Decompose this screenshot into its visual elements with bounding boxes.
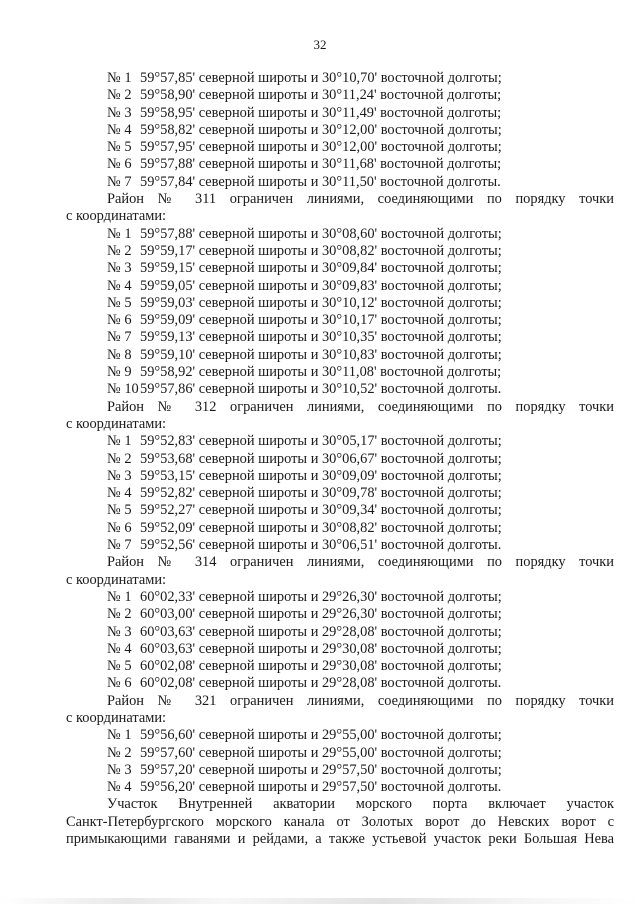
coordinate-text: 59°57,84' северной широты и 30°11,50' восточной долготы.	[140, 173, 501, 190]
coordinate-line	[66, 727, 614, 744]
point-number: № 6	[107, 519, 132, 536]
point-number: № 7	[107, 329, 132, 346]
coordinate-text: 60°02,33' северной широты и 29°26,30' восточной долготы;	[140, 588, 502, 605]
coordinate-line	[66, 226, 614, 243]
coordinate-line	[66, 122, 614, 139]
coordinate-line	[66, 260, 614, 277]
point-number: № 9	[107, 364, 132, 381]
document-body	[66, 70, 614, 848]
coordinate-text: 59°56,20' северной широты и 29°57,50' восточной долготы.	[140, 779, 502, 796]
coordinate-line	[66, 364, 614, 381]
point-number: № 1	[107, 225, 132, 242]
district-heading-continuation: с координатами:	[66, 208, 167, 225]
point-number: № 3	[107, 260, 132, 277]
point-number: № 1	[107, 70, 132, 86]
coordinate-text: 59°59,09' северной широты и 30°10,17' восточной долготы;	[140, 312, 502, 329]
coordinate-text: 60°03,63' северной широты и 29°30,08' восточной долготы;	[140, 640, 502, 657]
coordinate-text: 59°52,83' северной широты и 30°05,17' восточной долготы;	[140, 433, 502, 450]
coordinate-text: 60°02,08' северной широты и 29°30,08' восточной долготы;	[140, 658, 502, 675]
coordinate-line	[66, 174, 614, 191]
scan-edge	[0, 898, 640, 904]
point-number: № 3	[107, 623, 132, 640]
point-number: № 1	[107, 727, 132, 744]
point-number: № 2	[107, 744, 132, 761]
coordinate-text: 59°59,05' северной широты и 30°09,83' восточной долготы;	[140, 277, 502, 294]
point-number: № 4	[107, 640, 132, 657]
coordinate-line	[66, 675, 614, 692]
coordinate-text: 59°57,88' северной широты и 30°08,60' восточной долготы;	[140, 225, 502, 242]
coordinate-line	[66, 381, 614, 398]
point-number: № 4	[107, 779, 132, 796]
coordinate-line	[66, 641, 614, 658]
district-heading: Район № 314 ограничен линиями, соединяющими по порядку точки	[107, 554, 614, 571]
point-number: № 6	[107, 156, 132, 173]
district-heading-continuation: с координатами:	[66, 415, 167, 432]
coordinate-line	[66, 485, 614, 502]
point-number: № 8	[107, 346, 132, 363]
coordinate-text: 60°03,00' северной широты и 29°26,30' восточной долготы;	[140, 606, 502, 623]
coordinate-line	[66, 278, 614, 295]
paragraph-line: Санкт-Петербургского морского канала от Золотых ворот до Невских ворот с	[66, 813, 614, 830]
coordinate-text: 59°57,20' северной широты и 29°57,50' восточной долготы;	[140, 761, 502, 778]
coordinate-line	[66, 156, 614, 173]
coordinate-text: 59°53,68' северной широты и 30°06,67' восточной долготы;	[140, 450, 502, 467]
coordinate-text: 59°58,90' северной широты и 30°11,24' восточной долготы;	[140, 87, 502, 104]
point-number: № 3	[107, 761, 132, 778]
coordinate-line	[66, 329, 614, 346]
coordinate-text: 59°57,60' северной широты и 29°55,00' восточной долготы;	[140, 744, 502, 761]
coordinate-line	[66, 468, 614, 485]
point-number: № 2	[107, 87, 132, 104]
coordinate-line	[66, 537, 614, 554]
coordinate-text: 59°59,10' северной широты и 30°10,83' восточной долготы;	[140, 346, 502, 363]
coordinate-text: 59°52,82' северной широты и 30°09,78' восточной долготы;	[140, 485, 502, 502]
coordinate-line	[66, 347, 614, 364]
coordinate-line	[66, 70, 614, 87]
point-number: № 5	[107, 658, 132, 675]
point-number: № 3	[107, 104, 132, 121]
coordinate-text: 59°57,95' северной широты и 30°12,00' восточной долготы;	[140, 139, 502, 156]
coordinate-line	[66, 433, 614, 450]
point-number: № 7	[107, 173, 132, 190]
coordinate-text: 59°58,95' северной широты и 30°11,49' восточной долготы;	[140, 104, 502, 121]
point-number: № 1	[107, 433, 132, 450]
point-number: № 5	[107, 294, 132, 311]
district-heading: Район № 311 ограничен линиями, соединяющими по порядку точки	[107, 191, 614, 208]
coordinate-text: 59°53,15' северной широты и 30°09,09' восточной долготы;	[140, 467, 502, 484]
coordinate-line	[66, 624, 614, 641]
point-number: № 4	[107, 277, 132, 294]
district-heading-continuation: с координатами:	[66, 709, 167, 726]
coordinate-text: 59°58,92' северной широты и 30°11,08' восточной долготы;	[140, 364, 502, 381]
point-number: № 10	[107, 381, 139, 398]
point-number: № 3	[107, 467, 132, 484]
coordinate-text: 59°57,85' северной широты и 30°10,70' восточной долготы;	[140, 70, 502, 86]
coordinate-line	[66, 745, 614, 762]
point-number: № 2	[107, 450, 132, 467]
coordinate-line	[66, 312, 614, 329]
coordinate-line	[66, 658, 614, 675]
coordinate-text: 59°59,15' северной широты и 30°09,84' восточной долготы;	[140, 260, 502, 277]
paragraph-line: примыкающими гаванями и рейдами, а также устьевой участок реки Большая Нева	[66, 831, 614, 848]
coordinate-text: 59°59,03' северной широты и 30°10,12' восточной долготы;	[140, 294, 502, 311]
coordinate-text: 59°52,09' северной широты и 30°08,82' восточной долготы;	[140, 519, 502, 536]
coordinate-line	[66, 589, 614, 606]
point-number: № 2	[107, 606, 132, 623]
coordinate-text: 59°52,56' северной широты и 30°06,51' восточной долготы.	[140, 537, 502, 554]
coordinate-line	[66, 139, 614, 156]
point-number: № 4	[107, 121, 132, 138]
district-heading: Район № 312 ограничен линиями, соединяющими по порядку точки	[107, 398, 614, 415]
coordinate-text: 59°56,60' северной широты и 29°55,00' восточной долготы;	[140, 727, 502, 744]
coordinate-text: 59°57,86' северной широты и 30°10,52' восточной долготы.	[140, 381, 502, 398]
coordinate-line	[66, 295, 614, 312]
district-heading: Район № 321 ограничен линиями, соединяющими по порядку точки	[107, 692, 614, 709]
point-number: № 1	[107, 588, 132, 605]
page-number: 32	[313, 37, 327, 52]
coordinate-line	[66, 762, 614, 779]
point-number: № 4	[107, 485, 132, 502]
coordinate-text: 60°03,63' северной широты и 29°28,08' восточной долготы;	[140, 623, 502, 640]
coordinate-line	[66, 451, 614, 468]
coordinate-text: 59°58,82' северной широты и 30°12,00' восточной долготы;	[140, 121, 502, 138]
coordinate-text: 59°57,88' северной широты и 30°11,68' восточной долготы;	[140, 156, 502, 173]
coordinate-text: 59°59,13' северной широты и 30°10,35' восточной долготы;	[140, 329, 502, 346]
coordinate-line	[66, 502, 614, 519]
point-number: № 6	[107, 312, 132, 329]
coordinate-line	[66, 606, 614, 623]
coordinate-line	[66, 520, 614, 537]
district-heading-continuation: с координатами:	[66, 571, 167, 588]
paragraph-line: Участок Внутренней акватории морского порта включает участок	[107, 796, 614, 813]
coordinate-line	[66, 105, 614, 122]
coordinate-text: 59°59,17' северной широты и 30°08,82' восточной долготы;	[140, 242, 502, 259]
coordinate-text: 60°02,08' северной широты и 29°28,08' восточной долготы.	[140, 675, 502, 692]
point-number: № 2	[107, 242, 132, 259]
coordinate-line	[66, 243, 614, 260]
coordinate-text: 59°52,27' северной широты и 30°09,34' восточной долготы;	[140, 502, 502, 519]
point-number: № 6	[107, 675, 132, 692]
point-number: № 5	[107, 502, 132, 519]
point-number: № 7	[107, 537, 132, 554]
point-number: № 5	[107, 139, 132, 156]
coordinate-line	[66, 779, 614, 796]
coordinate-line	[66, 87, 614, 104]
